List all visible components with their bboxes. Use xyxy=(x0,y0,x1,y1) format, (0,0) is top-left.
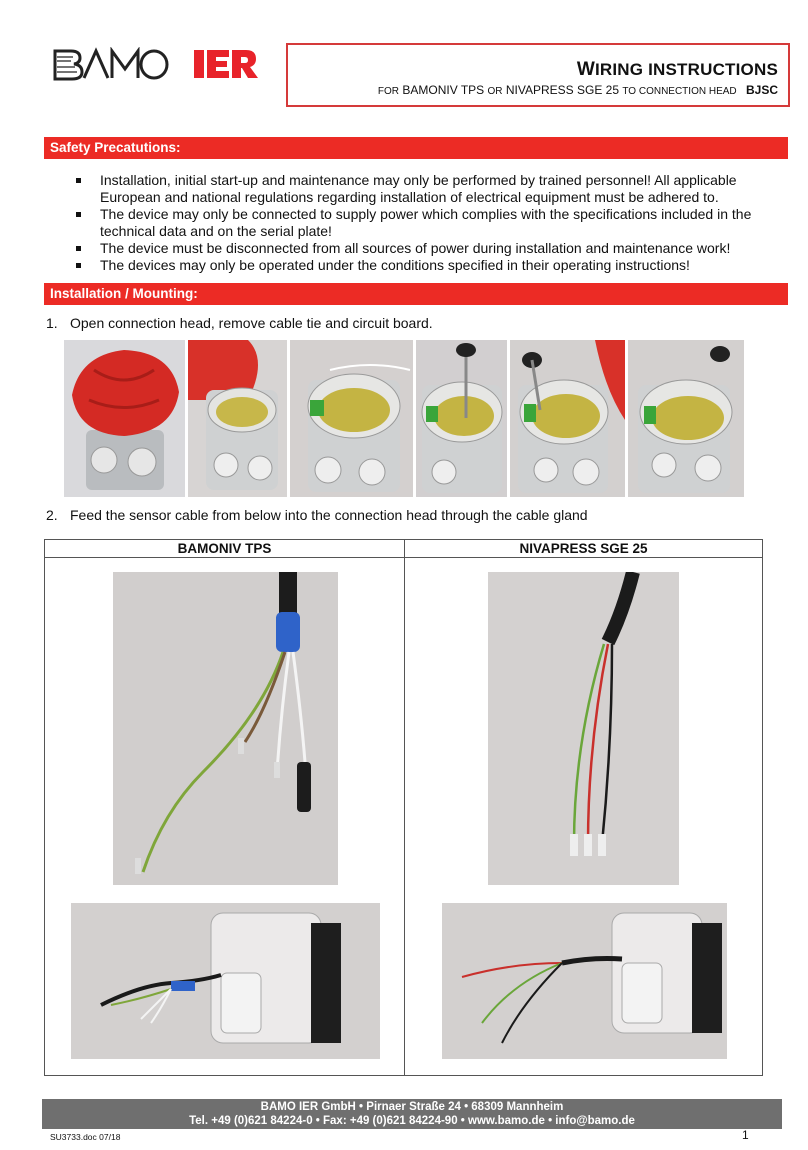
column-header-nivapress: NIVAPRESS SGE 25 xyxy=(519,541,648,556)
installation-heading: Installation / Mounting: xyxy=(44,283,788,305)
photo-nivapress-gland xyxy=(442,903,727,1059)
page-number: 1 xyxy=(742,1128,749,1142)
title-box xyxy=(286,43,790,107)
comparison-table xyxy=(44,539,763,1076)
photo-bamoniv-gland xyxy=(71,903,380,1059)
ier-logo xyxy=(194,48,258,80)
photo-connection-head-closed xyxy=(64,340,185,497)
safety-heading: Safety Precatutions: xyxy=(44,137,788,159)
step-2: 2. Feed the sensor cable from below into the connection head through the cable gland xyxy=(46,507,588,523)
step-1: 1. Open connection head, remove cable tie and circuit board. xyxy=(46,315,433,331)
list-item: The devices may only be operated under the conditions specified in their operating instructions! xyxy=(72,257,772,274)
list-item: The device may only be connected to supply power which complies with the specifications included in the technical data and on the serial plate! xyxy=(72,206,772,240)
photo-unscrew xyxy=(510,340,625,497)
list-item: Installation, initial start-up and maintenance may only be performed by trained personnel! All applicable European and national regulations regarding installation of electrical equipment must be adhered to. xyxy=(72,172,772,206)
document-reference: SU3733.doc 07/18 xyxy=(50,1132,121,1142)
photo-screwdriver xyxy=(416,340,507,497)
photo-nivapress-cable xyxy=(488,572,679,885)
photo-cover-removed xyxy=(188,340,287,497)
document-subtitle: FOR BAMONIV TPS OR NIVAPRESS SGE 25 TO CONNECTION HEAD BJSC xyxy=(377,83,778,97)
column-header-bamoniv: BAMONIV TPS xyxy=(177,541,272,556)
footer-line-1: BAMO IER GmbH • Pirnaer Straße 24 • 68309 Mannheim xyxy=(260,1101,564,1113)
footer-line-2: Tel. +49 (0)621 84224-0 • Fax: +49 (0)621 84224-90 • www.bamo.de • info@bamo.de xyxy=(189,1115,635,1127)
document-title: WIRING INSTRUCTIONS xyxy=(576,59,778,80)
safety-list xyxy=(72,172,772,274)
photo-bamoniv-cable xyxy=(113,572,338,885)
footer-address xyxy=(42,1099,782,1129)
bamo-logo xyxy=(52,47,170,81)
list-item: The device must be disconnected from all sources of power during installation and maintenance work! xyxy=(72,240,772,257)
photo-cable-tie xyxy=(290,340,413,497)
photo-board-out xyxy=(628,340,744,497)
